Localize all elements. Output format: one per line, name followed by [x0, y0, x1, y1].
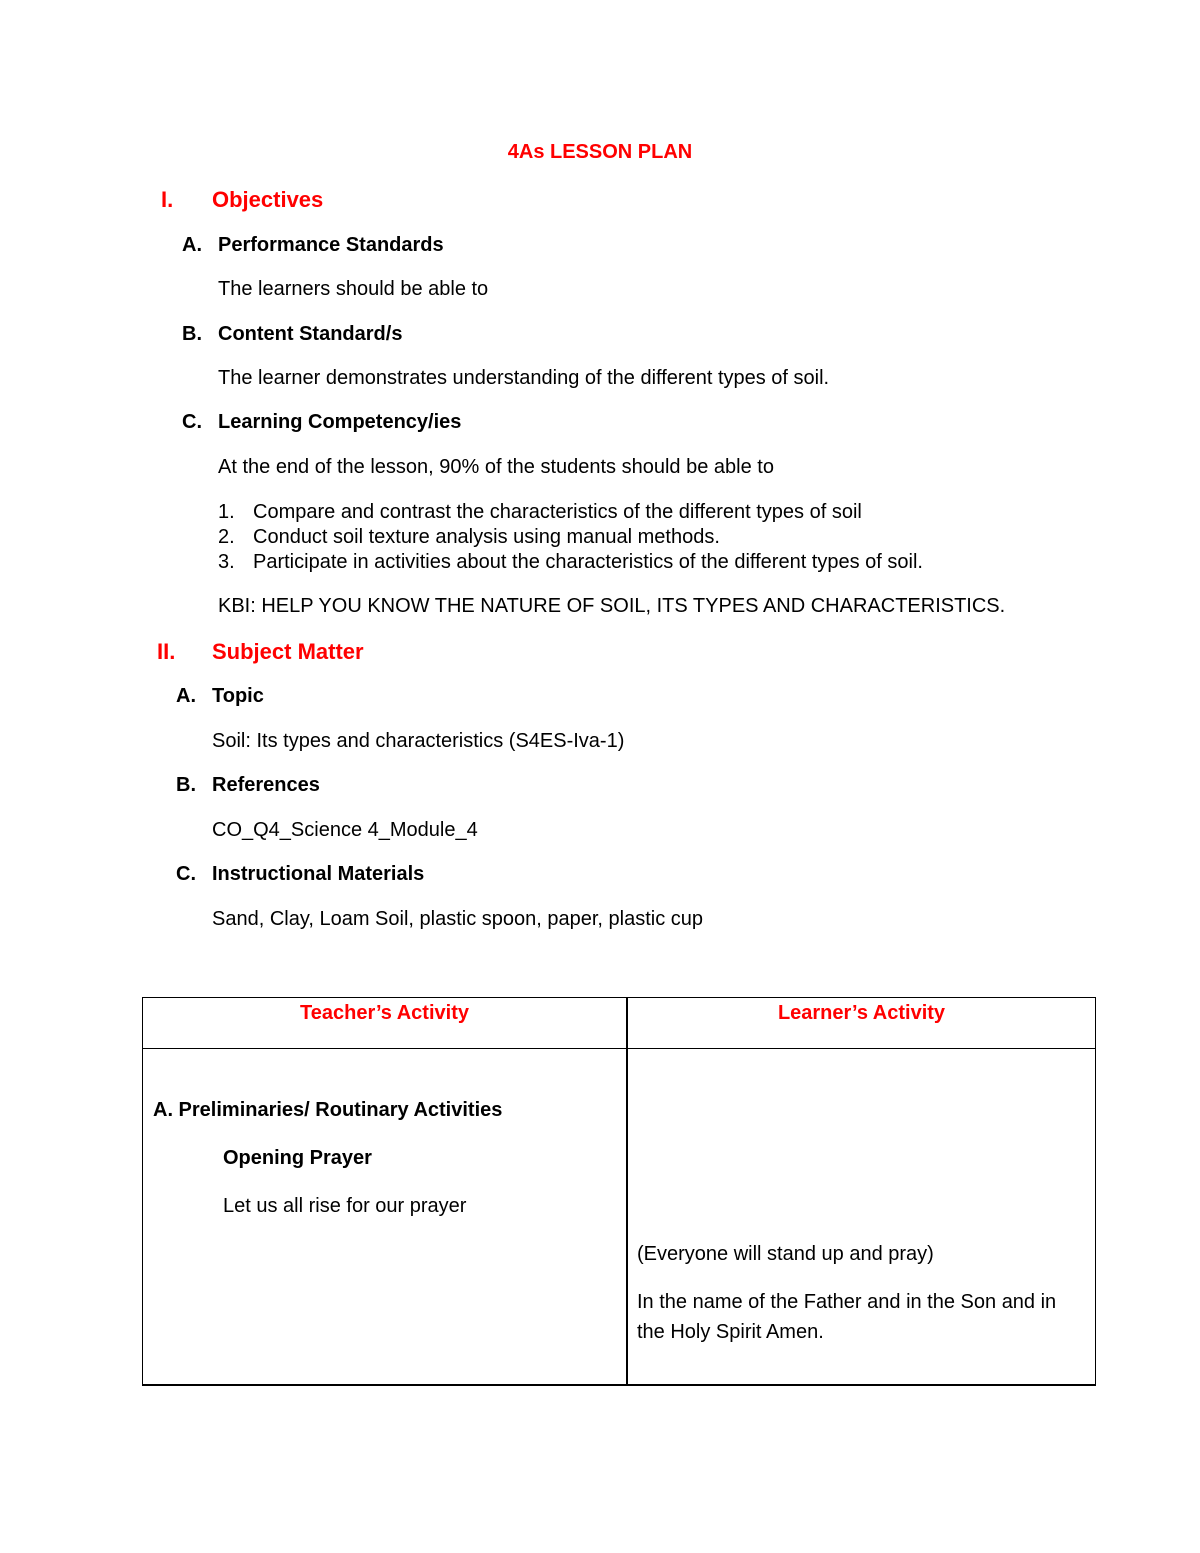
content-standards-heading: Content Standard/s: [218, 323, 403, 345]
teacher-prayer-line: Let us all rise for our prayer: [223, 1195, 467, 1217]
learner-activity-header: Learner’s Activity: [777, 1002, 946, 1024]
materials-text: Sand, Clay, Loam Soil, plastic spoon, paper, plastic cup: [212, 908, 704, 930]
competency-item-text: Compare and contrast the characteristics of the different types of soil: [253, 501, 862, 523]
content-standards-letter: B.: [182, 323, 202, 345]
performance-standards-heading: Performance Standards: [218, 234, 444, 256]
materials-letter: C.: [176, 863, 196, 885]
references-text: CO_Q4_Science 4_Module_4: [212, 819, 478, 841]
section-objectives-number: I.: [161, 187, 174, 212]
preliminaries-heading: A. Preliminaries/ Routinary Activities: [153, 1099, 503, 1121]
section-subject-matter-title: Subject Matter: [212, 639, 364, 664]
table-column-divider: [626, 998, 628, 1384]
teacher-activity-header: Teacher’s Activity: [300, 1002, 469, 1024]
learner-prayer-line: the Holy Spirit Amen.: [637, 1321, 824, 1343]
opening-prayer-heading: Opening Prayer: [223, 1147, 372, 1169]
content-standards-text: The learner demonstrates understanding of the different types of soil.: [218, 367, 830, 389]
section-subject-matter-number: II.: [157, 639, 176, 664]
performance-standards-text: The learners should be able to: [218, 278, 489, 300]
kbi-statement: KBI: HELP YOU KNOW THE NATURE OF SOIL, ITS TYPES AND CHARACTERISTICS.: [218, 595, 1006, 617]
activity-table: [142, 997, 1096, 1386]
section-objectives-title: Objectives: [212, 187, 324, 212]
competency-item-text: Conduct soil texture analysis using manual methods.: [253, 526, 720, 548]
competency-item-text: Participate in activities about the characteristics of the different types of soil.: [253, 551, 923, 573]
document-title: 4As LESSON PLAN: [507, 141, 693, 163]
learner-prayer-note: (Everyone will stand up and pray): [637, 1243, 934, 1265]
learning-competency-letter: C.: [182, 411, 202, 433]
learner-prayer-line: In the name of the Father and in the Son and in: [637, 1291, 1057, 1313]
performance-standards-letter: A.: [182, 234, 202, 256]
topic-text: Soil: Its types and characteristics (S4ES-Iva-1): [212, 730, 625, 752]
topic-heading: Topic: [212, 685, 264, 707]
materials-heading: Instructional Materials: [212, 863, 425, 885]
learning-competency-intro: At the end of the lesson, 90% of the students should be able to: [218, 456, 774, 478]
references-letter: B.: [176, 774, 196, 796]
competency-item-number: 3.: [218, 551, 235, 573]
topic-letter: A.: [176, 685, 196, 707]
table-header-divider: [143, 1048, 1095, 1049]
competency-item-number: 2.: [218, 526, 235, 548]
competency-item-number: 1.: [218, 501, 235, 523]
learning-competency-heading: Learning Competency/ies: [218, 411, 462, 433]
references-heading: References: [212, 774, 320, 796]
